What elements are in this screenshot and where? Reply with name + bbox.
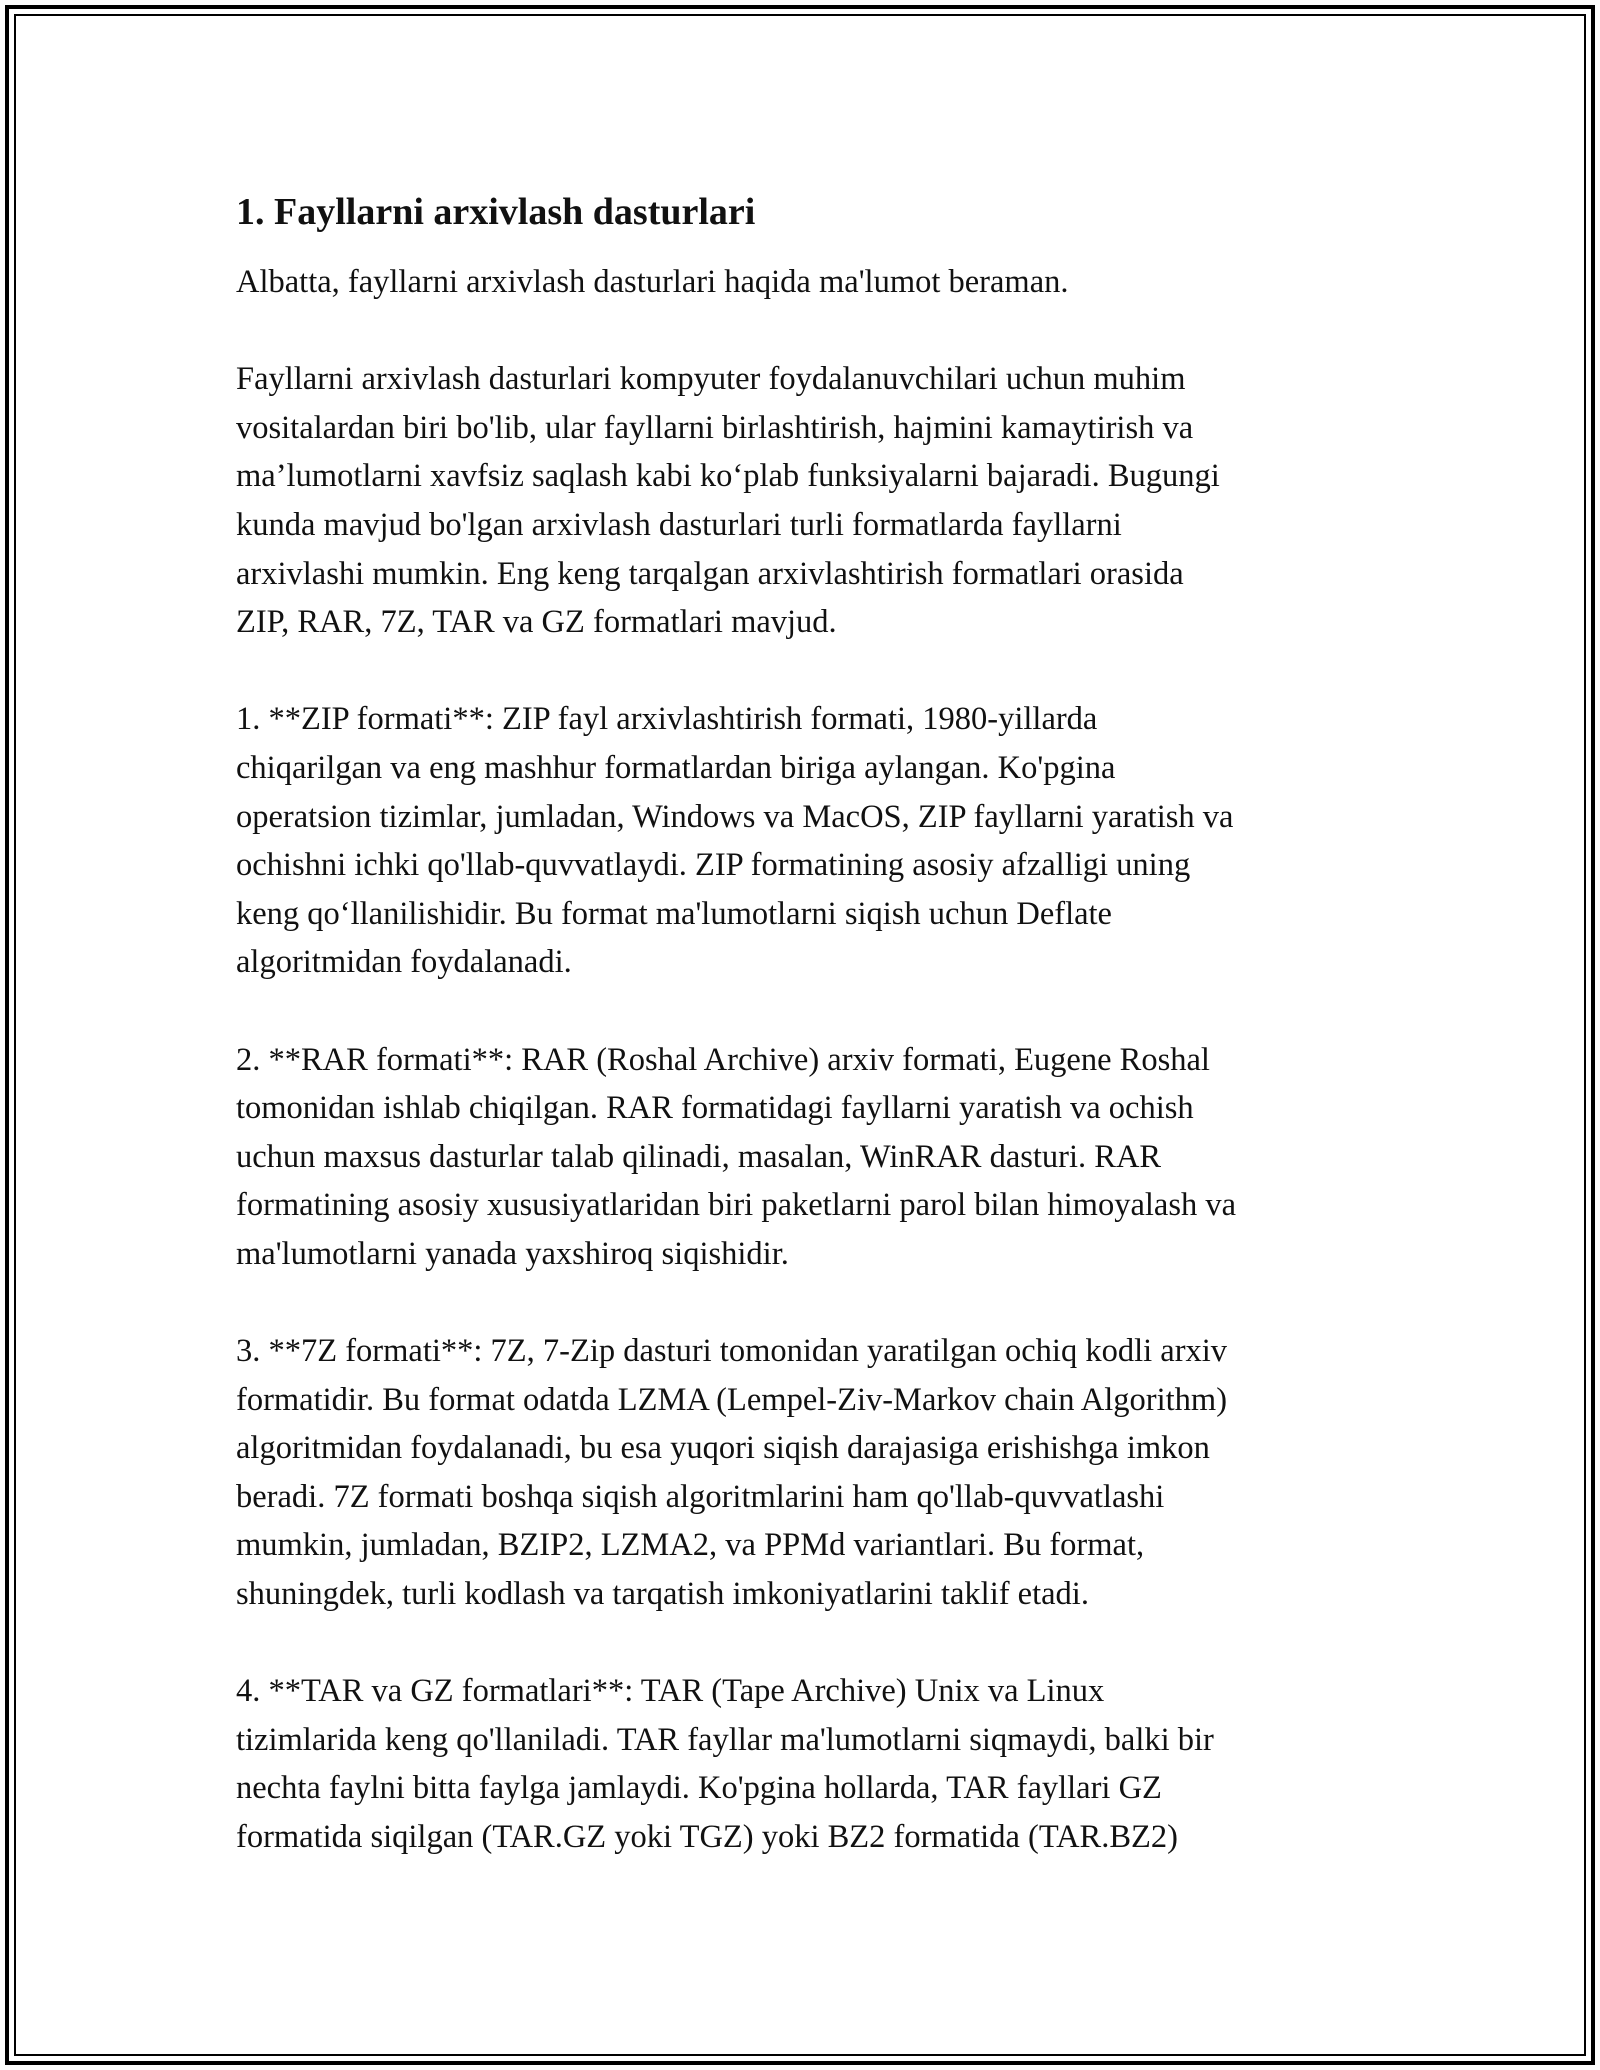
paragraph-zip-format: 1. **ZIP formati**: ZIP fayl arxivlashtirish formati, 1980-yillarda chiqarilgan va eng mashhur formatlardan biriga aylangan. Ko'pgina operatsion tizimlar, jumladan, Windows va MacOS, ZIP fayllarni yaratish va ochishni ichki qo'llab-quvvatlaydi. ZIP formatining asosiy afzalligi uning keng qo‘llanilishidir. Bu format ma'lumotlarni siqish uchun Deflate algoritmidan foydalanadi. [236,701,1234,981]
document-title: 1. Fayllarni arxivlash dasturlari [236,191,756,233]
paragraph-intro: Albatta, fayllarni arxivlash dasturlari haqida ma'lumot beraman. [236,264,1069,300]
paragraph-rar-format: 2. **RAR formati**: RAR (Roshal Archive) arxiv formati, Eugene Roshal tomonidan ishlab chiqilgan. RAR formatidagi fayllarni yaratish va ochish uchun maxsus dasturlar talab qilinadi, masalan, WinRAR dasturi. RAR formatining asosiy xususiyatlaridan biri paketlarni parol bilan himoyalash va ma'lumotlarni yanada yaxshiroq siqishidir. [236,1041,1237,1272]
paragraph-7z-format: 3. **7Z formati**: 7Z, 7-Zip dasturi tomonidan yaratilgan ochiq kodli arxiv formatidir. Bu format odatda LZMA (Lempel-Ziv-Markov chain Algorithm) algoritmidan foydalanadi, bu esa yuqori siqish darajasiga erishishga imkon beradi. 7Z formati boshqa siqish algoritmlarini ham qo'llab-quvvatlashi mumkin, jumladan, BZIP2, LZMA2, va PPMd variantlari. Bu format, shuningdek, turli kodlash va tarqatish imkoniyatlarini taklif etadi. [236,1333,1228,1613]
paragraph-tar-gz-format: 4. **TAR va GZ formatlari**: TAR (Tape Archive) Unix va Linux tizimlarida keng qo'llaniladi. TAR fayllar ma'lumotlarni siqmaydi, balki bir nechta faylni bitta faylga jamlaydi. Ko'pgina hollarda, TAR fayllari GZ formatida siqilgan (TAR.GZ yoki TGZ) yoki BZ2 formatida (TAR.BZ2) [236,1673,1214,1855]
document-body [236,186,1386,1910]
paragraph-overview: Fayllarni arxivlash dasturlari kompyuter foydalanuvchilari uchun muhim vositalardan biri bo'lib, ular fayllarni birlashtirish, hajmini kamaytirish va ma’lumotlarni xavfsiz saqlash kabi ko‘plab funksiyalarni bajaradi. Bugungi kunda mavjud bo'lgan arxivlash dasturlari turli formatlarda fayllarni arxivlashi mumkin. Eng keng tarqalgan arxivlashtirish formatlari orasida ZIP, RAR, 7Z, TAR va GZ formatlari mavjud. [236,361,1220,641]
